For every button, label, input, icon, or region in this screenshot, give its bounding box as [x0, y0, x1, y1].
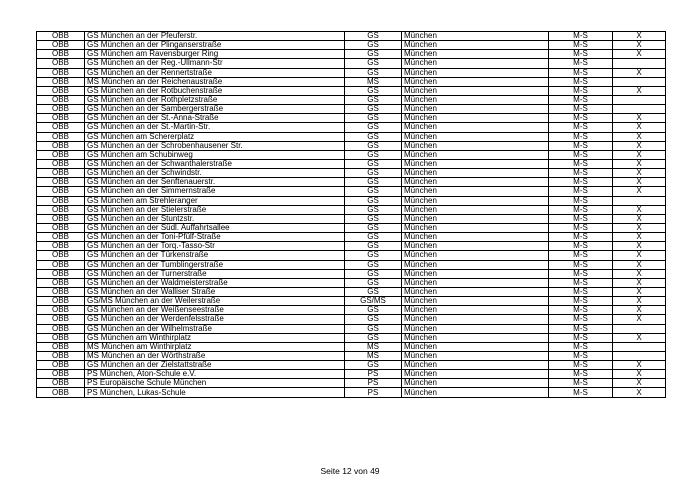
school-name-cell: PS München, Aton-Schule e.V. [85, 370, 345, 379]
mark-cell: X [613, 178, 666, 187]
school-table-body [37, 32, 666, 398]
category-cell: M-S [549, 159, 613, 168]
region-cell: OBB [37, 324, 85, 333]
category-cell: M-S [549, 178, 613, 187]
region-cell: OBB [37, 351, 85, 360]
region-cell: OBB [37, 150, 85, 159]
mark-cell: X [613, 242, 666, 251]
city-cell: München [402, 86, 549, 95]
mark-cell [613, 196, 666, 205]
city-cell: München [402, 361, 549, 370]
school-type-cell: MS [345, 77, 402, 86]
category-cell: M-S [549, 342, 613, 351]
category-cell: M-S [549, 333, 613, 342]
category-cell: M-S [549, 324, 613, 333]
mark-cell: X [613, 297, 666, 306]
mark-cell: X [613, 68, 666, 77]
city-cell: München [402, 114, 549, 123]
city-cell: München [402, 123, 549, 132]
table-row [37, 141, 666, 150]
page-footer: Seite 12 von 49 [320, 466, 380, 476]
school-name-cell: GS München an der Senftenauerstr. [85, 178, 345, 187]
city-cell: München [402, 196, 549, 205]
mark-cell [613, 77, 666, 86]
school-type-cell: GS [345, 178, 402, 187]
school-type-cell: GS [345, 159, 402, 168]
table-row [37, 351, 666, 360]
table-row [37, 41, 666, 50]
category-cell: M-S [549, 361, 613, 370]
mark-cell: X [613, 251, 666, 260]
table-row [37, 105, 666, 114]
region-cell: OBB [37, 306, 85, 315]
city-cell: München [402, 379, 549, 388]
school-type-cell: GS [345, 205, 402, 214]
table-row [37, 95, 666, 104]
school-type-cell: GS [345, 59, 402, 68]
school-name-cell: GS München an der Waldmeisterstraße [85, 278, 345, 287]
table-row [37, 150, 666, 159]
region-cell: OBB [37, 342, 85, 351]
table-row [37, 187, 666, 196]
table-row [37, 324, 666, 333]
school-type-cell: GS [345, 32, 402, 41]
mark-cell: X [613, 86, 666, 95]
school-name-cell: GS München an der Pfeuferstr. [85, 32, 345, 41]
region-cell: OBB [37, 196, 85, 205]
category-cell: M-S [549, 187, 613, 196]
table-row [37, 159, 666, 168]
school-name-cell: GS München am Winthirplatz [85, 333, 345, 342]
mark-cell [613, 59, 666, 68]
school-type-cell: GS [345, 50, 402, 59]
city-cell: München [402, 178, 549, 187]
school-type-cell: GS [345, 141, 402, 150]
category-cell: M-S [549, 214, 613, 223]
city-cell: München [402, 278, 549, 287]
table-row [37, 178, 666, 187]
school-name-cell: GS München an der St.-Martin-Str. [85, 123, 345, 132]
category-cell: M-S [549, 114, 613, 123]
region-cell: OBB [37, 187, 85, 196]
school-name-cell: GS München an der Stielerstraße [85, 205, 345, 214]
city-cell: München [402, 105, 549, 114]
city-cell: München [402, 287, 549, 296]
city-cell: München [402, 251, 549, 260]
school-name-cell: PS Europäische Schule München [85, 379, 345, 388]
school-type-cell: GS [345, 333, 402, 342]
table-row [37, 50, 666, 59]
mark-cell: X [613, 114, 666, 123]
school-type-cell: GS [345, 132, 402, 141]
category-cell: M-S [549, 278, 613, 287]
region-cell: OBB [37, 169, 85, 178]
region-cell: OBB [37, 59, 85, 68]
city-cell: München [402, 351, 549, 360]
school-type-cell: GS [345, 41, 402, 50]
mark-cell: X [613, 141, 666, 150]
school-name-cell: GS München am Strehleranger [85, 196, 345, 205]
mark-cell [613, 324, 666, 333]
mark-cell: X [613, 50, 666, 59]
table-row [37, 370, 666, 379]
school-name-cell: MS München an der Wörthstraße [85, 351, 345, 360]
mark-cell: X [613, 150, 666, 159]
city-cell: München [402, 50, 549, 59]
category-cell: M-S [549, 287, 613, 296]
school-type-cell: GS [345, 324, 402, 333]
category-cell: M-S [549, 370, 613, 379]
category-cell: M-S [549, 32, 613, 41]
mark-cell: X [613, 361, 666, 370]
city-cell: München [402, 315, 549, 324]
school-name-cell: GS München an der Rothpletzstraße [85, 95, 345, 104]
school-name-cell: GS München an der Sambergerstraße [85, 105, 345, 114]
city-cell: München [402, 132, 549, 141]
school-name-cell: GS München an der Schwindstr. [85, 169, 345, 178]
mark-cell: X [613, 187, 666, 196]
school-type-cell: GS [345, 187, 402, 196]
region-cell: OBB [37, 77, 85, 86]
region-cell: OBB [37, 269, 85, 278]
city-cell: München [402, 223, 549, 232]
region-cell: OBB [37, 333, 85, 342]
category-cell: M-S [549, 233, 613, 242]
category-cell: M-S [549, 105, 613, 114]
school-name-cell: GS München an der Stuntzstr. [85, 214, 345, 223]
table-row [37, 214, 666, 223]
school-name-cell: GS München an der Zielstattstraße [85, 361, 345, 370]
category-cell: M-S [549, 306, 613, 315]
region-cell: OBB [37, 123, 85, 132]
city-cell: München [402, 214, 549, 223]
mark-cell: X [613, 388, 666, 397]
table-row [37, 297, 666, 306]
region-cell: OBB [37, 132, 85, 141]
region-cell: OBB [37, 86, 85, 95]
region-cell: OBB [37, 315, 85, 324]
school-type-cell: GS [345, 242, 402, 251]
region-cell: OBB [37, 114, 85, 123]
school-type-cell: GS [345, 86, 402, 95]
school-type-cell: GS [345, 269, 402, 278]
city-cell: München [402, 324, 549, 333]
school-type-cell: GS [345, 114, 402, 123]
category-cell: M-S [549, 251, 613, 260]
mark-cell: X [613, 269, 666, 278]
mark-cell: X [613, 370, 666, 379]
school-name-cell: GS München an der Schwanthalerstraße [85, 159, 345, 168]
mark-cell: X [613, 169, 666, 178]
region-cell: OBB [37, 41, 85, 50]
table-row [37, 132, 666, 141]
region-cell: OBB [37, 159, 85, 168]
region-cell: OBB [37, 242, 85, 251]
city-cell: München [402, 260, 549, 269]
city-cell: München [402, 95, 549, 104]
school-name-cell: MS München am Winthirplatz [85, 342, 345, 351]
category-cell: M-S [549, 205, 613, 214]
school-type-cell: GS [345, 223, 402, 232]
school-type-cell: GS [345, 233, 402, 242]
school-type-cell: GS [345, 251, 402, 260]
school-name-cell: PS München, Lukas-Schule [85, 388, 345, 397]
school-name-cell: GS München am Schubinweg [85, 150, 345, 159]
school-type-cell: GS [345, 150, 402, 159]
school-name-cell: GS München an der Werdenfelsstraße [85, 315, 345, 324]
category-cell: M-S [549, 260, 613, 269]
mark-cell: X [613, 123, 666, 132]
category-cell: M-S [549, 379, 613, 388]
school-type-cell: GS [345, 214, 402, 223]
table-row [37, 68, 666, 77]
city-cell: München [402, 59, 549, 68]
region-cell: OBB [37, 214, 85, 223]
region-cell: OBB [37, 223, 85, 232]
mark-cell [613, 342, 666, 351]
school-type-cell: GS [345, 123, 402, 132]
table-row [37, 361, 666, 370]
school-name-cell: GS München an der Rotbuchenstraße [85, 86, 345, 95]
category-cell: M-S [549, 196, 613, 205]
school-name-cell: GS München an der Reg.-Ullmann-Str [85, 59, 345, 68]
city-cell: München [402, 159, 549, 168]
school-name-cell: GS München an der Torq.-Tasso-Str [85, 242, 345, 251]
city-cell: München [402, 242, 549, 251]
city-cell: München [402, 370, 549, 379]
category-cell: M-S [549, 123, 613, 132]
city-cell: München [402, 141, 549, 150]
school-name-cell: GS München an der Tumblingerstraße [85, 260, 345, 269]
region-cell: OBB [37, 205, 85, 214]
table-row [37, 287, 666, 296]
city-cell: München [402, 187, 549, 196]
region-cell: OBB [37, 388, 85, 397]
school-name-cell: GS München an der Schrobenhausener Str. [85, 141, 345, 150]
category-cell: M-S [549, 269, 613, 278]
city-cell: München [402, 333, 549, 342]
school-name-cell: GS München an der Rennertstraße [85, 68, 345, 77]
mark-cell: X [613, 223, 666, 232]
mark-cell [613, 95, 666, 104]
category-cell: M-S [549, 86, 613, 95]
table-row [37, 233, 666, 242]
region-cell: OBB [37, 178, 85, 187]
school-name-cell: GS München an der Weißenseestraße [85, 306, 345, 315]
region-cell: OBB [37, 141, 85, 150]
mark-cell: X [613, 159, 666, 168]
school-name-cell: GS/MS München an der Weilerstraße [85, 297, 345, 306]
school-type-cell: PS [345, 388, 402, 397]
school-name-cell: GS München an der Türkenstraße [85, 251, 345, 260]
school-type-cell: GS/MS [345, 297, 402, 306]
category-cell: M-S [549, 41, 613, 50]
mark-cell: X [613, 214, 666, 223]
region-cell: OBB [37, 251, 85, 260]
mark-cell: X [613, 315, 666, 324]
region-cell: OBB [37, 105, 85, 114]
category-cell: M-S [549, 68, 613, 77]
table-row [37, 333, 666, 342]
category-cell: M-S [549, 297, 613, 306]
table-row [37, 379, 666, 388]
mark-cell: X [613, 32, 666, 41]
table-row [37, 242, 666, 251]
category-cell: M-S [549, 132, 613, 141]
region-cell: OBB [37, 233, 85, 242]
mark-cell: X [613, 260, 666, 269]
city-cell: München [402, 169, 549, 178]
region-cell: OBB [37, 297, 85, 306]
city-cell: München [402, 150, 549, 159]
table-row [37, 342, 666, 351]
region-cell: OBB [37, 379, 85, 388]
mark-cell [613, 351, 666, 360]
table-row [37, 114, 666, 123]
table-row [37, 315, 666, 324]
school-type-cell: MS [345, 342, 402, 351]
city-cell: München [402, 41, 549, 50]
school-name-cell: GS München an der Südl. Auffahrtsallee [85, 223, 345, 232]
region-cell: OBB [37, 278, 85, 287]
mark-cell: X [613, 333, 666, 342]
city-cell: München [402, 342, 549, 351]
table-row [37, 32, 666, 41]
city-cell: München [402, 205, 549, 214]
region-cell: OBB [37, 50, 85, 59]
table-row [37, 278, 666, 287]
table-row [37, 260, 666, 269]
school-name-cell: GS München am Ravensburger Ring [85, 50, 345, 59]
school-name-cell: GS München an der Turnerstraße [85, 269, 345, 278]
school-type-cell: GS [345, 105, 402, 114]
mark-cell: X [613, 287, 666, 296]
school-type-cell: GS [345, 315, 402, 324]
school-name-cell: GS München an der Walliser Straße [85, 287, 345, 296]
school-type-cell: GS [345, 169, 402, 178]
city-cell: München [402, 68, 549, 77]
category-cell: M-S [549, 169, 613, 178]
school-name-cell: GS München am Schererplatz [85, 132, 345, 141]
category-cell: M-S [549, 50, 613, 59]
table-row [37, 306, 666, 315]
city-cell: München [402, 297, 549, 306]
table-row [37, 251, 666, 260]
table-row [37, 388, 666, 397]
school-type-cell: PS [345, 379, 402, 388]
school-type-cell: PS [345, 370, 402, 379]
category-cell: M-S [549, 150, 613, 159]
region-cell: OBB [37, 260, 85, 269]
region-cell: OBB [37, 95, 85, 104]
school-type-cell: GS [345, 196, 402, 205]
category-cell: M-S [549, 59, 613, 68]
school-type-cell: MS [345, 351, 402, 360]
city-cell: München [402, 306, 549, 315]
school-table [36, 31, 666, 398]
city-cell: München [402, 388, 549, 397]
school-name-cell: GS München an der Wilhelmstraße [85, 324, 345, 333]
school-type-cell: GS [345, 306, 402, 315]
table-row [37, 59, 666, 68]
school-type-cell: GS [345, 260, 402, 269]
mark-cell: X [613, 132, 666, 141]
table-row [37, 77, 666, 86]
school-type-cell: GS [345, 361, 402, 370]
category-cell: M-S [549, 95, 613, 104]
category-cell: M-S [549, 388, 613, 397]
mark-cell: X [613, 233, 666, 242]
school-type-cell: GS [345, 278, 402, 287]
category-cell: M-S [549, 351, 613, 360]
school-name-cell: GS München an der Simmernstraße [85, 187, 345, 196]
region-cell: OBB [37, 68, 85, 77]
region-cell: OBB [37, 32, 85, 41]
school-name-cell: MS München an der Reichenaustraße [85, 77, 345, 86]
category-cell: M-S [549, 141, 613, 150]
mark-cell: X [613, 306, 666, 315]
category-cell: M-S [549, 77, 613, 86]
table-row [37, 169, 666, 178]
table-row [37, 223, 666, 232]
school-name-cell: GS München an der Plinganserstraße [85, 41, 345, 50]
mark-cell: X [613, 379, 666, 388]
city-cell: München [402, 77, 549, 86]
region-cell: OBB [37, 287, 85, 296]
mark-cell: X [613, 205, 666, 214]
mark-cell: X [613, 41, 666, 50]
category-cell: M-S [549, 223, 613, 232]
table-row [37, 205, 666, 214]
school-name-cell: GS München an der St.-Anna-Straße [85, 114, 345, 123]
table-row [37, 86, 666, 95]
table-row [37, 123, 666, 132]
mark-cell: X [613, 278, 666, 287]
school-name-cell: GS München an der Toni-Pfülf-Straße [85, 233, 345, 242]
category-cell: M-S [549, 242, 613, 251]
table-row [37, 269, 666, 278]
city-cell: München [402, 233, 549, 242]
city-cell: München [402, 32, 549, 41]
table-row [37, 196, 666, 205]
category-cell: M-S [549, 315, 613, 324]
school-type-cell: GS [345, 68, 402, 77]
school-type-cell: GS [345, 287, 402, 296]
city-cell: München [402, 269, 549, 278]
mark-cell [613, 105, 666, 114]
school-type-cell: GS [345, 95, 402, 104]
region-cell: OBB [37, 370, 85, 379]
region-cell: OBB [37, 361, 85, 370]
